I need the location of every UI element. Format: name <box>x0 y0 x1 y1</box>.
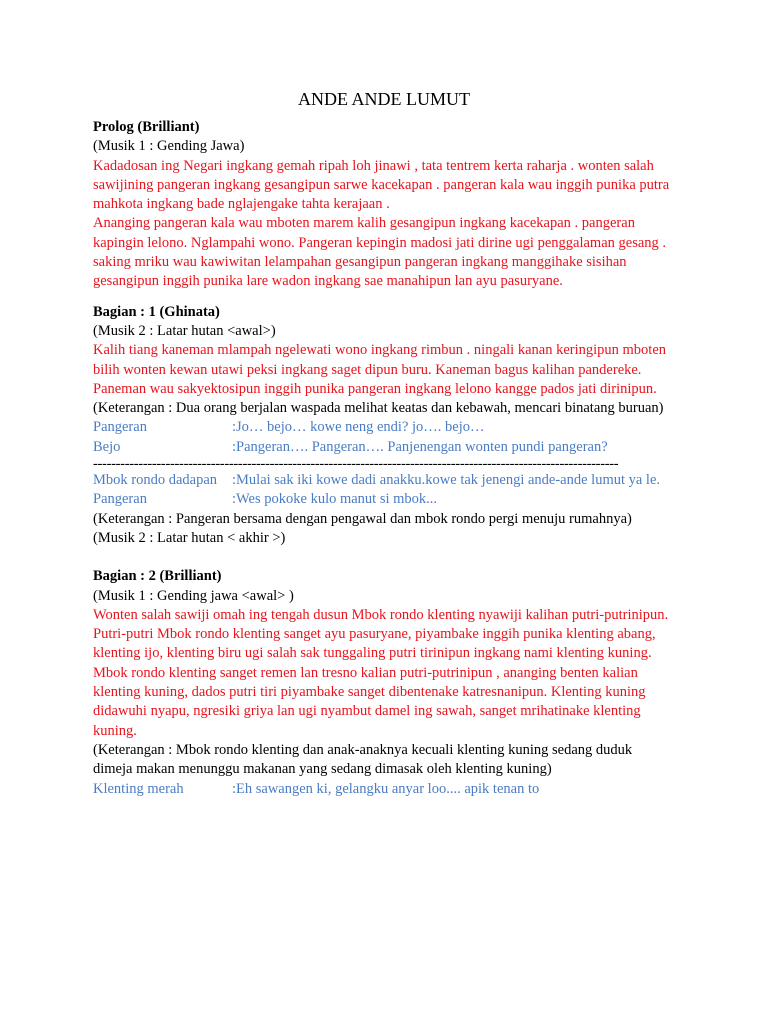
bagian1-narration: Kalih tiang kaneman mlampah ngelewati wono ingkang rimbun . ningali kanan keringipun mboten bilih wonten kewan utawi peksi ingkang saget dipun buru. Kaneman bagus kalihan pandereke. Paneman wau sakyektosipun inggih punika pangeran ingkang lelono kangge pados jati dirinipun. <box>93 342 667 397</box>
dashed-separator: -------------------------------------------------------------------------------------------------------------------- <box>93 457 619 472</box>
dialog-text: :Eh sawangen ki, gelangku anyar loo.... apik tenan to <box>232 780 540 797</box>
dialog-speaker: Pangeran <box>93 491 147 508</box>
spacer <box>93 292 675 303</box>
dialog-speaker: Klenting merah <box>93 780 184 797</box>
bagian1-note: (Keterangan : Dua orang berjalan waspada melihat keatas dan kebawah, mencari binatang buruan) <box>93 400 664 417</box>
bagian1-music-end: (Musik 2 : Latar hutan < akhir >) <box>93 529 286 546</box>
prolog-music: (Musik 1 : Gending Jawa) <box>93 138 245 155</box>
dialog-line <box>93 418 675 437</box>
prolog-narration-1: Kadadosan ing Negari ingkang gemah ripah loh jinawi , tata tentrem kerta raharja . wonten salah sawijining pangeran ingkang gesangipun sarwe kacekapan . pangeran kala wau inggih punika putra mahkota ingkang bade nglajengake tahta kerajaan . <box>93 157 670 213</box>
bagian2-note: (Keterangan : Mbok rondo klenting dan anak-anaknya kecuali klenting kuning sedang duduk dimeja makan menunggu makanan yang sedang dimasak oleh klenting kuning) <box>93 741 633 778</box>
document-body <box>93 118 675 799</box>
page-title: ANDE ANDE LUMUT <box>298 89 470 109</box>
dialog-speaker: Pangeran <box>93 419 147 436</box>
dialog-line <box>93 490 675 509</box>
dialog-line <box>93 471 675 490</box>
bagian2-heading: Bagian : 2 (Brilliant) <box>93 568 222 585</box>
dialog-speaker: Mbok rondo dadapan <box>93 472 218 489</box>
dialog-speaker: Bejo <box>93 438 121 455</box>
dialog-text: :Wes pokoke kulo manut si mbok... <box>232 491 438 508</box>
dialog-line <box>93 780 675 799</box>
bagian1-heading: Bagian : 1 (Ghinata) <box>93 303 220 320</box>
prolog-narration-2: Ananging pangeran kala wau mboten marem kalih gesangipun ingkang kacekapan . pangeran kapingin lelono. Nglampahi wono. Pangeran kepingin madosi jati dirine ugi penggalaman gesang . saking mriku wau kawiwitan lelampahan gesangipun pangeran ingkang manggihake sisihan gesangipun inggih punika lare wadon ingkang sae manahipun lan ayu pasuryane. <box>93 215 667 290</box>
dialog-text: :Mulai sak iki kowe dadi anakku.kowe tak jenengi ande-ande lumut ya le. <box>232 472 661 489</box>
bagian2-narration: Wonten salah sawiji omah ing tengah dusun Mbok rondo klenting nyawiji kalihan putri-putrinipun. Putri-putri Mbok rondo klenting sanget ayu pasuryane, piyambake inggih punika klenting abang, klenting ijo, klenting biru ugi salah sak tunggaling putri tirinipun ingkang nami klenting kuning. Mbok rondo klenting sanget remen lan tresno kalian putri-putrinipun , ananging benten kalian klenting kuning, dados putri tiri piyambake sanget dibentenake katresnanipun. Klenting kuning didawuhi nyapu, ngresiki griya lan ugi nyambut damel ing sawah, sanget mrihatinake klenting kuning. <box>93 606 669 739</box>
bagian1-note-2: (Keterangan : Pangeran bersama dengan pengawal dan mbok rondo pergi menuju rumahnya) <box>93 510 632 527</box>
spacer <box>93 548 675 567</box>
prolog-heading: Prolog (Brilliant) <box>93 119 200 135</box>
dialog-text: :Pangeran…. Pangeran…. Panjenengan wonten pundi pangeran? <box>232 438 608 455</box>
dialog-line <box>93 438 675 457</box>
bagian1-music: (Musik 2 : Latar hutan <awal>) <box>93 322 276 339</box>
dialog-text: :Jo… bejo… kowe neng endi? jo…. bejo… <box>232 419 485 436</box>
bagian2-music: (Musik 1 : Gending jawa <awal> ) <box>93 587 294 604</box>
